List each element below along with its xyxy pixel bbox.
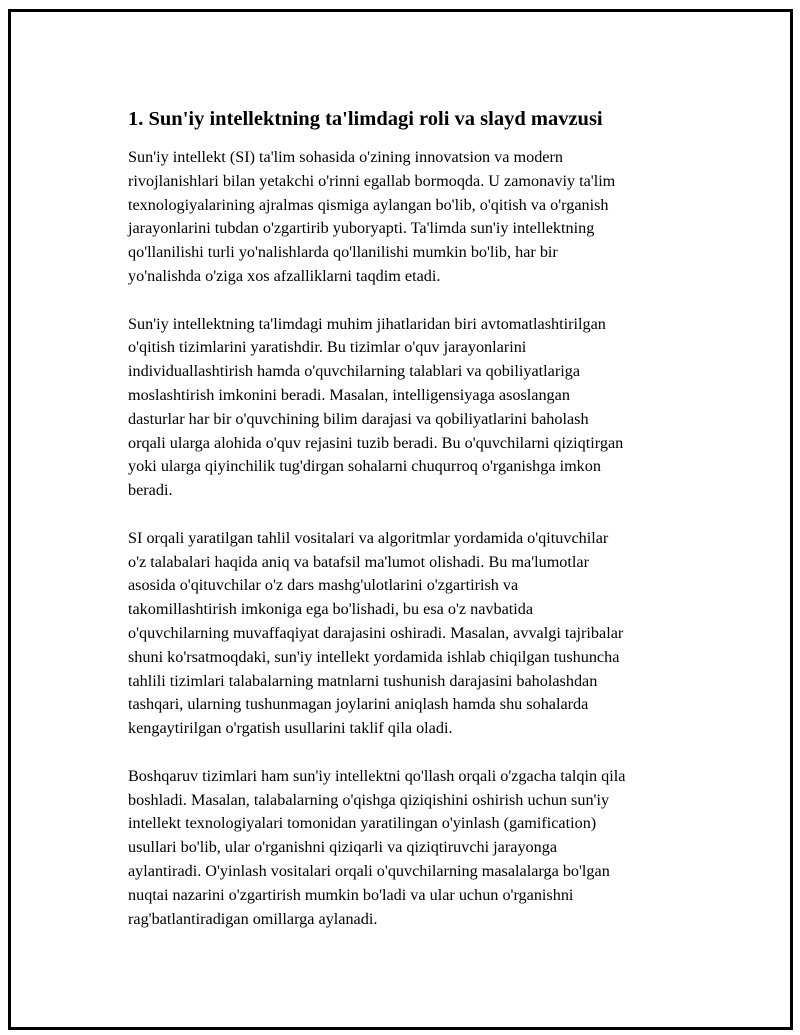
paragraph-4 [128, 765, 708, 932]
text-line: jarayonlarini tubdan o'zgartirib yuboryapti. Ta'limda sun'iy intellektning [128, 219, 595, 238]
text-line: moslashtirish imkonini beradi. Masalan, intelligensiyaga asoslangan [128, 385, 570, 404]
text-line: intellekt texnologiyalari tomonidan yaratilingan o'yinlash (gamification) [128, 814, 597, 833]
text-line: takomillashtirish imkoniga ega bo'lishadi, bu esa o'z navbatida [128, 600, 534, 619]
paragraph-2 [128, 313, 708, 503]
text-line: tashqari, ularning tushunmagan joylarini aniqlash hamda shu sohalarda [128, 695, 589, 714]
document-body [128, 105, 708, 955]
text-line: rivojlanishlari bilan yetakchi o'rinni egallab bormoqda. U zamonaviy ta'lim [128, 171, 616, 190]
text-line: Sun'iy intellekt (SI) ta'lim sohasida o'zining innovatsion va modern [128, 148, 563, 166]
paragraph-1 [128, 146, 708, 289]
text-line: usullari bo'lib, ular o'rganishni qiziqarli va qiziqtiruvchi jarayonga [128, 838, 558, 857]
text-line: Boshqaruv tizimlari ham sun'iy intellektni qo'llash orqali o'zgacha talqin qila [128, 766, 626, 785]
text-line: qo'llanilishi turli yo'nalishlarda qo'llanilishi mumkin bo'lib, har bir [128, 243, 558, 262]
section-heading: 1. Sun'iy intellektning ta'limdagi roli va slayd mavzusi [128, 108, 603, 130]
text-line: aylantiradi. O'yinlash vositalari orqali o'quvchilarning masalalarga bo'lgan [128, 861, 610, 880]
text-line: orqali ularga alohida o'quv rejasini tuzib beradi. Bu o'quvchilarni qiziqtirgan [128, 433, 624, 452]
page-frame [8, 9, 793, 1030]
text-line: texnologiyalarining ajralmas qismiga aylangan bo'lib, o'qitish va o'rganish [128, 195, 609, 214]
text-line: nuqtai nazarini o'zgartirish mumkin bo'ladi va ular uchun o'rganishni [128, 885, 574, 904]
text-line: o'qitish tizimlarini yaratishdir. Bu tizimlar o'quv jarayonlarini [128, 338, 527, 357]
text-line: o'z talabalari haqida aniq va batafsil ma'lumot olishadi. Bu ma'lumotlar [128, 552, 589, 571]
text-line: dasturlar har bir o'quvchining bilim darajasi va qobiliyatlarini baholash [128, 409, 589, 428]
text-line: SI orqali yaratilgan tahlil vositalari va algoritmlar yordamida o'qituvchilar [128, 528, 609, 547]
text-line: tahlili tizimlari talabalarning matnlarni tushunish darajasini baholashdan [128, 671, 598, 690]
text-line: asosida o'qituvchilar o'z dars mashg'ulotlarini o'zgartirish va [128, 576, 519, 595]
text-line: shuni ko'rsatmoqdaki, sun'iy intellekt yordamida ishlab chiqilgan tushuncha [128, 647, 620, 666]
text-line: yo'nalishda o'ziga xos afzalliklarni taqdim etadi. [128, 266, 441, 285]
text-line: yoki ularga qiyinchilik tug'dirgan sohalarni chuqurroq o'rganishga imkon [128, 457, 601, 476]
text-line: beradi. [128, 481, 173, 500]
text-line: individuallashtirish hamda o'quvchilarning talablari va qobiliyatlariga [128, 362, 581, 381]
text-line: rag'batlantiradigan omillarga aylanadi. [128, 909, 378, 928]
text-line: Sun'iy intellektning ta'limdagi muhim jihatlaridan biri avtomatlashtirilgan [128, 314, 606, 333]
text-line: boshladi. Masalan, talabalarning o'qishga qiziqishini oshirish uchun sun'iy [128, 790, 610, 809]
text-line: kengaytirilgan o'rgatish usullarini taklif qila oladi. [128, 719, 453, 738]
paragraph-3 [128, 527, 708, 741]
text-line: o'quvchilarning muvaffaqiyat darajasini oshiradi. Masalan, avvalgi tajribalar [128, 623, 624, 642]
